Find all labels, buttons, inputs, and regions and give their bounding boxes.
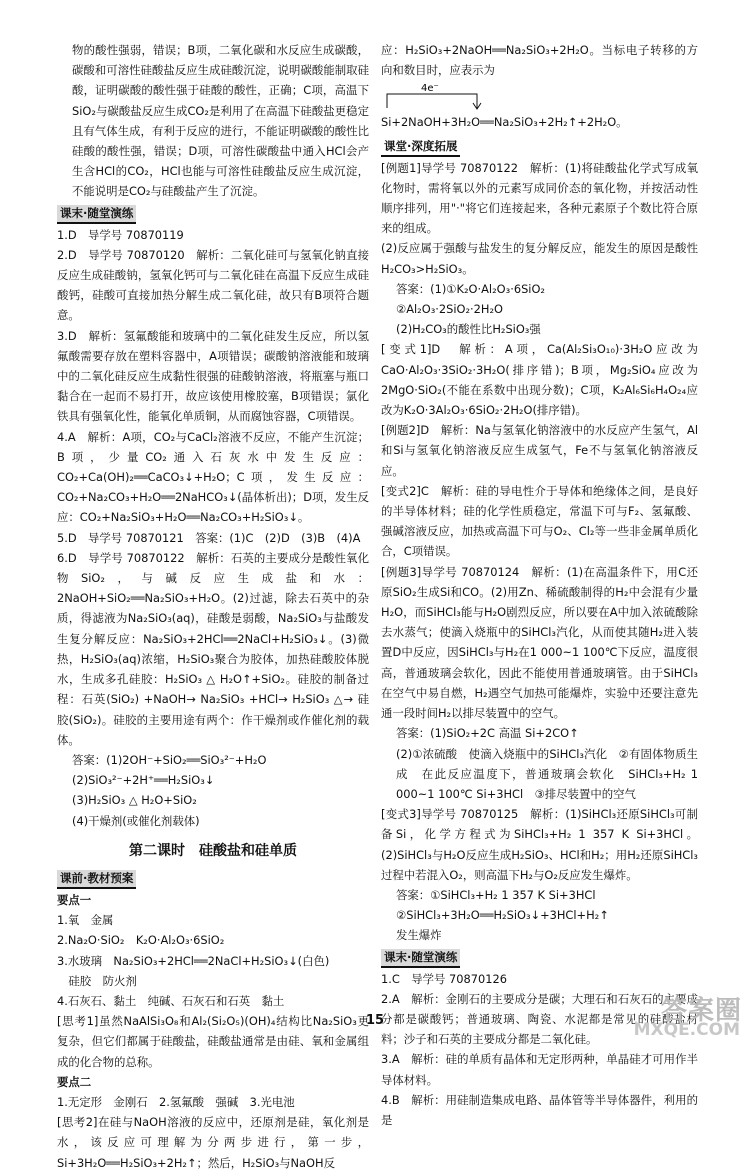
variation-2: [变式2]C 解析：硅的导电性介于导体和绝缘体之间，是良好的半导体材料；硅的化学性质稳定，常温下可与F₂、氢氟酸、强碱溶液反应，加热或高温下可与O₂、Cl₂等一些非金属单质化合，C项错误。	[381, 483, 698, 559]
key-point-item: 4.石灰石、黏土 纯碱、石灰石和石英 黏土	[57, 993, 285, 1008]
answer-item: 1.C 导学号 70870126	[381, 971, 507, 986]
page-number: 15	[365, 1013, 385, 1028]
variation-3-answer: ②SiHCl₃+3H₂O══H₂SiO₃↓+3HCl+H₂↑	[396, 908, 609, 923]
section-heading-kecian: 课前·教材预案	[57, 870, 136, 889]
example-1-answer: ②Al₂O₃·2SiO₂·2H₂O	[396, 302, 504, 317]
example-1: [例题1]导学号 70870122 解析：(1)将硅酸盐化学式写成氧化物时，需将氧以外的元素写成同价态的氧化物，并按活动性顺序排列，用"·"将它们连接起来，各种元素原子个数比符合原来的组成。	[381, 160, 698, 236]
section-heading-suitang-1: 课末·随堂演练	[57, 205, 136, 224]
right-column	[381, 40, 698, 1130]
answer-item: 1.D 导学号 70870119	[57, 227, 184, 242]
key-point-item: 1.无定形 金刚石 2.氢氟酸 强碱 3.光电池	[57, 1094, 295, 1109]
think-note-1: [思考1]虽然NaAlSi₃O₈和Al₂(Si₂O₅)(OH)₄结构比Na₂SiO₃更复杂，但它们都属于硅酸盐，硅酸盐通常是由硅、氧和金属组成的化合物的总称。	[57, 1014, 369, 1069]
watermark-logo: 答案圈	[660, 996, 742, 1026]
example-1-answer: (2)H₂CO₃的酸性比H₂SiO₃强	[396, 322, 541, 337]
lesson-title: 第二课时 硅酸盐和硅单质	[129, 842, 297, 859]
intro-paragraph: 物的酸性强弱，错误；B项，二氧化碳和水反应生成碳酸，碳酸和可溶性硅酸盐反应生成硅酸沉淀，说明碳酸能制取硅酸，证明碳酸的酸性强于硅酸的酸性，正确；C项，高温下SiO₂与碳酸盐反应生成CO₂是利用了在高温下硅酸盐更稳定且有气体生成，有利于反应的进行，不能证明碳酸的酸性比硅酸的酸性强，错误；D项，可溶性碳酸盐中通入HCl会产生含HCl的CO₂，HCl也能与可溶性硅酸盐反应生成沉淀，不能说明是CO₂与硅酸盐产生了沉淀。	[72, 43, 369, 199]
answer-item: 5.D 导学号 70870121 答案：(1)C (2)D (3)B (4)A	[57, 530, 361, 545]
example-1-part: (2)反应属于强酸与盐发生的复分解反应，能发生的原因是酸性H₂CO₃>H₂SiO₃。	[381, 241, 698, 276]
key-point-heading-2: 要点二	[57, 1074, 92, 1089]
variation-3-answer: 发生爆炸	[396, 928, 442, 943]
redox-equation: Si+2NaOH+3H₂O══Na₂SiO₃+2H₂↑+2H₂O。	[381, 115, 628, 130]
answer-item: 2.A 解析：金刚石的主要成分是碳；大理石和石灰石的主要成分都是碳酸钙；普通玻璃、陶瓷、水泥都是常见的硅酸盐材料；沙子和石英的主要成分都是二氧化硅。	[381, 991, 698, 1047]
variation-3-answer: 答案：①SiHCl₃+H₂ 1 357 K Si+3HCl	[396, 887, 596, 902]
answer-line: (2)SiO₃²⁻+2H⁺══H₂SiO₃↓	[72, 773, 215, 788]
variation-3: [变式3]导学号 70870125 解析：(1)SiHCl₃还原SiHCl₃可制备Si，化学方程式为SiHCl₃+H₂ 1 357 K Si+3HCl。(2)SiHCl₃与H₂O反应生成H₂SiO₃、HCl和H₂；用H₂还原SiHCl₃过程中若混入O₂，则高温下H₂与O₂反应发生爆炸。	[381, 807, 698, 882]
electron-transfer-bracket	[381, 82, 698, 112]
answer-item: 3.D 解析：氢氟酸能和玻璃中的二氧化硅发生反应，所以氢氟酸需要存放在塑料容器中，A项错误；碳酸钠溶液能和玻璃中的二氧化硅反应生成黏性很强的硅酸钠溶液，将瓶塞与瓶口黏合在一起而不易打开，故应该使用橡胶塞，B项错误；氯化铁具有强氧化性，能氧化单质铜，从而腐蚀容器，C项错误。	[57, 328, 369, 424]
example-3-answer: (2)①浓硫酸 使滴入烧瓶中的SiHCl₃汽化 ②有固体物质生成 在此反应温度下，普通玻璃会软化 SiHCl₃+H₂ 1 000~1 100℃ Si+3HCl ③排尽装置中的空气	[396, 746, 698, 801]
answer-line: (3)H₂SiO₃ △ H₂O+SiO₂	[72, 793, 197, 808]
section-heading-suitang-2: 课末·随堂演练	[381, 949, 460, 968]
key-point-item: 硅胶 防火剂	[57, 973, 137, 988]
key-point-item: 1.氧 金属	[57, 913, 114, 928]
answer-item: 6.D 导学号 70870122 解析：石英的主要成分是酸性氧化物SiO₂，与碱反应生成盐和水：2NaOH+SiO₂══Na₂SiO₃+H₂O。(2)过滤，除去石英中的杂质，得滤液为Na₂SiO₃(aq)，硅酸是弱酸，Na₂SiO₃与盐酸发生复分解反应：Na₂SiO₃+2HCl══2NaCl+H₂SiO₃↓。(3)微热，H₂SiO₃(aq)浓缩，H₂SiO₃聚合为胶体，加热硅酸胶体脱水，生成多孔硅胶：H₂SiO₃ △ H₂O↑+SiO₂。硅胶的制备过程：石英(SiO₂) +NaOH→ Na₂SiO₃ +HCl→ H₂SiO₃ △→ 硅胶(SiO₂)。硅胶的主要用途有两个：作干燥剂或作催化剂的载体。	[57, 550, 369, 747]
answer-item: 2.D 导学号 70870120 解析：二氧化硅可与氢氧化钠直接反应生成硅酸钠，氢氧化钙可与二氧化硅在高温下反应生成硅酸钙，硅酸可直接加热分解生成二氧化硅，故只有B项符合题意。	[57, 247, 369, 323]
left-column	[57, 40, 369, 1173]
answer-line: 答案：(1)2OH⁻+SiO₂══SiO₃²⁻+H₂O	[72, 752, 267, 767]
think-note-2: [思考2]在硅与NaOH溶液的反应中，还原剂是硅，氧化剂是水，该反应可理解为分两步进行，第一步，Si+3H₂O══H₂SiO₃+2H₂↑；然后，H₂SiO₃与NaOH反	[57, 1115, 369, 1170]
example-1-answer: 答案：(1)①K₂O·Al₂O₃·6SiO₂	[396, 281, 545, 296]
section-heading-ketang: 课堂·深度拓展	[381, 138, 460, 157]
variation-1: [变式1]D 解析：A项，Ca(Al₂Si₃O₁₀)·3H₂O应改为CaO·Al₂O₃·3SiO₂·3H₂O(排序错)；B项，Mg₂SiO₄应改为2MgO·SiO₂(不能在系数中出现分数)；C项，K₂Al₆Si₆H₄O₂₄应改为K₂O·3Al₂O₃·6SiO₂·2H₂O(排序错)。	[381, 342, 698, 418]
answer-item: 4.A 解析：A项，CO₂与CaCl₂溶液不反应，不能产生沉淀；B项，少量CO₂通入石灰水中发生反应：CO₂+Ca(OH)₂══CaCO₃↓+H₂O；C项，发生反应：CO₂+Na₂CO₃+H₂O══2NaHCO₃↓(晶体析出)；D项，发生反应：CO₂+Na₂SiO₃+H₂O══Na₂CO₃+H₂SiO₃↓。	[57, 429, 369, 525]
electron-transfer-diagram	[381, 82, 698, 132]
answer-item: 3.A 解析：硅的单质有晶体和无定形两种，单晶硅才可用作半导体材料。	[381, 1052, 698, 1087]
continued-text: 应：H₂SiO₃+2NaOH══Na₂SiO₃+2H₂O。当标电子转移的方向和数目时，应表示为	[381, 43, 698, 78]
example-3: [例题3]导学号 70870124 解析：(1)在高温条件下，用C还原SiO₂生成Si和CO。(2)用Zn、稀硫酸制得的H₂中会混有少量H₂O，而SiHCl₃能与H₂O剧烈反应，所以要在A中加入浓硫酸除去水蒸气；使滴入烧瓶中的SiHCl₃汽化，从而使其随H₂进入装置D中反应，因SiHCl₃与H₂在1 000~1 100℃下反应，温度很高，普通玻璃会软化，因此不能使用普通玻璃管。由于SiHCl₃在空气中易自燃，H₂遇空气加热可能爆炸，实验中还要注意先通一段时间H₂以排尽装置中的空气。	[381, 564, 698, 721]
answer-item: 4.B 解析：用硅制造集成电路、晶体管等半导体器件，利用的是	[381, 1092, 698, 1127]
answer-line: (4)干燥剂(或催化剂载体)	[72, 813, 200, 828]
watermark-url: MXQE.COM	[633, 1020, 740, 1040]
example-3-answer: 答案：(1)SiO₂+2C 高温 Si+2CO↑	[396, 726, 579, 741]
example-2: [例题2]D 解析：Na与氢氧化钠溶液中的水反应产生氢气，Al和Si与氢氧化钠溶液反应生成氢气，Fe不与氢氧化钠溶液反应。	[381, 423, 698, 478]
key-point-item: 2.Na₂O·SiO₂ K₂O·Al₂O₃·6SiO₂	[57, 933, 225, 948]
key-point-item: 3.水玻璃 Na₂SiO₃+2HCl══2NaCl+H₂SiO₃↓(白色)	[57, 953, 330, 968]
key-point-heading-1: 要点一	[57, 892, 92, 907]
electron-count-label: 4e⁻	[421, 83, 439, 95]
